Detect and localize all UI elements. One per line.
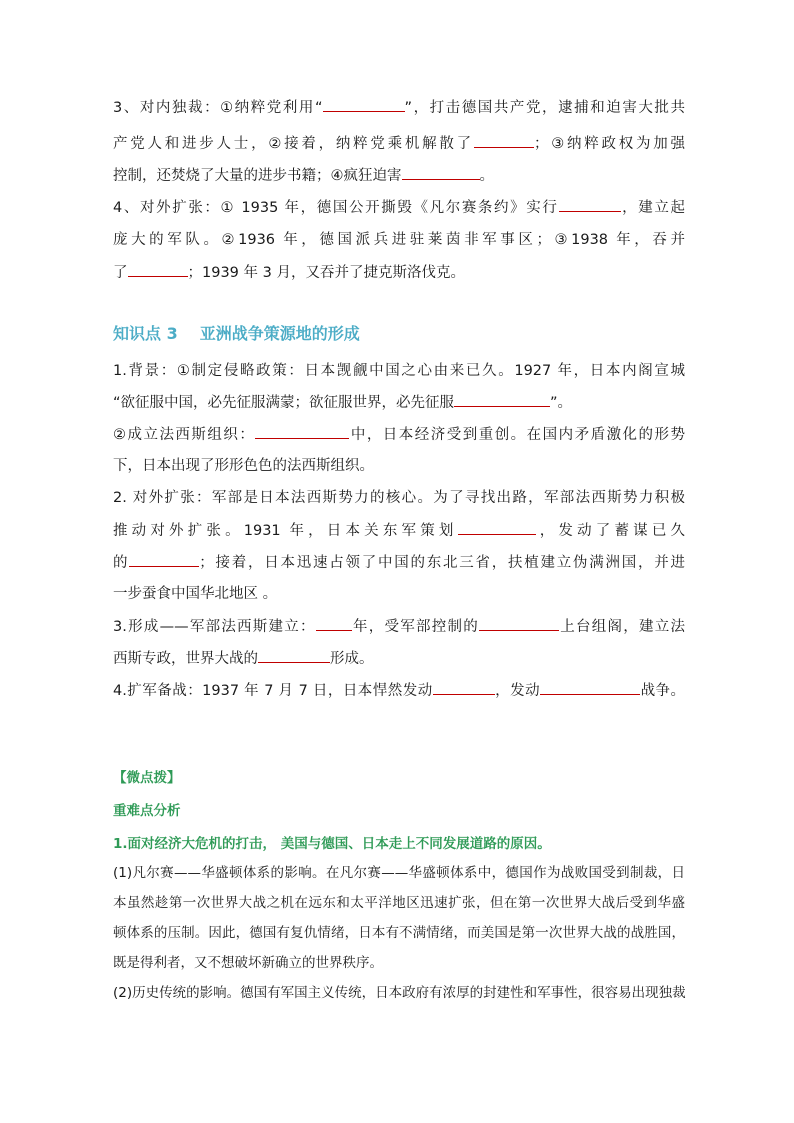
asia-item3-line2: 西斯专政，世界大战的 形成。	[113, 648, 374, 669]
blank-field[interactable]	[474, 133, 534, 148]
asia-item1-line1: 1.背景：①制定侵略政策：日本觊觎中国之心由来已久。1927 年，日本内阁宣城	[113, 363, 685, 379]
asia-item2-line3: 的 ；接着，日本迅速占领了中国的东北三省，扶植建立伪满洲国，并进	[113, 552, 685, 573]
blank-field[interactable]	[258, 648, 330, 663]
blank-field[interactable]	[458, 520, 536, 535]
blank-field[interactable]	[323, 97, 405, 112]
blank-field[interactable]	[559, 197, 621, 212]
heading-label: 知识点 3	[113, 324, 178, 343]
tips-p1-line3: 顿体系的压制。因此，德国有复仇情绪，日本有不满情绪，而美国是第一次世界大战的战胜国，	[113, 925, 685, 941]
nazi-item4-line3: 了 ；1939 年 3 月，又吞并了捷克斯洛伐克。	[113, 262, 465, 283]
asia-item2-line4: 一步蚕食中国华北地区 。	[113, 586, 278, 602]
asia-item4-line1: 4.扩军备战：1937 年 7 月 7 日，日本悍然发动 ，发动 战争。	[113, 680, 685, 701]
heading-title: 亚洲战争策源地的形成	[199, 324, 360, 343]
section-heading	[113, 324, 360, 344]
asia-item3-line1: 3.形成——军部法西斯建立： 年，受军部控制的 上台组阁，建立法	[113, 616, 685, 637]
tips-p1-line1: (1)凡尔赛——华盛顿体系的影响。在凡尔赛——华盛顿体系中，德国作为战败国受到制裁，日	[113, 865, 685, 881]
asia-item1-line2: “欲征服中国，必先征服满蒙；欲征服世界，必先征服 ”。	[113, 392, 572, 413]
tips-p1-line4: 既是得利者，又不想破坏新确立的世界秩序。	[113, 955, 383, 971]
blank-field[interactable]	[402, 165, 480, 180]
blank-field[interactable]	[479, 616, 559, 631]
asia-item2-line2: 推动对外扩张。1931 年，日本关东军策划 ，发动了蓄谋已久	[113, 520, 685, 541]
blank-field[interactable]	[128, 262, 188, 277]
blank-field[interactable]	[316, 616, 352, 631]
blank-field[interactable]	[454, 392, 550, 407]
asia-item1-line3: ②成立法西斯组织： 中，日本经济受到重创。在国内矛盾激化的形势	[113, 424, 685, 445]
tips-p1-line2: 本虽然趁第一次世界大战之机在远东和太平洋地区迅速扩张，但在第一次世界大战后受到华盛	[113, 895, 685, 911]
nazi-item3-line1: 3、对内独裁：①纳粹党利用“ ”，打击德国共产党，逮捕和迫害大批共	[113, 97, 685, 118]
asia-item1-line4: 下，日本出现了形形色色的法西斯组织。	[113, 458, 374, 474]
nazi-item3-line2: 产党人和进步人士，②接着，纳粹党乘机解散了 ；③纳粹政权为加强	[113, 133, 685, 154]
blank-field[interactable]	[129, 552, 199, 567]
tips-tag: 【微点拨】	[113, 770, 181, 786]
tips-p2-line1: (2)历史传统的影响。德国有军国主义传统，日本政府有浓厚的封建性和军事性，很容易出现独裁	[113, 985, 686, 1001]
tips-question: 1.面对经济大危机的打击， 美国与德国、日本走上不同发展道路的原因。	[113, 836, 551, 852]
blank-field[interactable]	[540, 680, 640, 695]
nazi-item3-line3: 控制，还焚烧了大量的进步书籍；④疯狂迫害 。	[113, 165, 494, 186]
tips-subtitle: 重难点分析	[113, 803, 181, 819]
nazi-item4-line2: 庞大的军队。②1936 年，德国派兵进驻莱茵非军事区；③1938 年，吞并	[113, 232, 685, 248]
blank-field[interactable]	[255, 424, 349, 439]
asia-item2-line1: 2. 对外扩张：军部是日本法西斯势力的核心。为了寻找出路，军部法西斯势力积极	[113, 490, 685, 506]
blank-field[interactable]	[433, 680, 495, 695]
nazi-item4-line1: 4、对外扩张：① 1935 年，德国公开撕毁《凡尔赛条约》实行 ，建立起	[113, 197, 685, 218]
